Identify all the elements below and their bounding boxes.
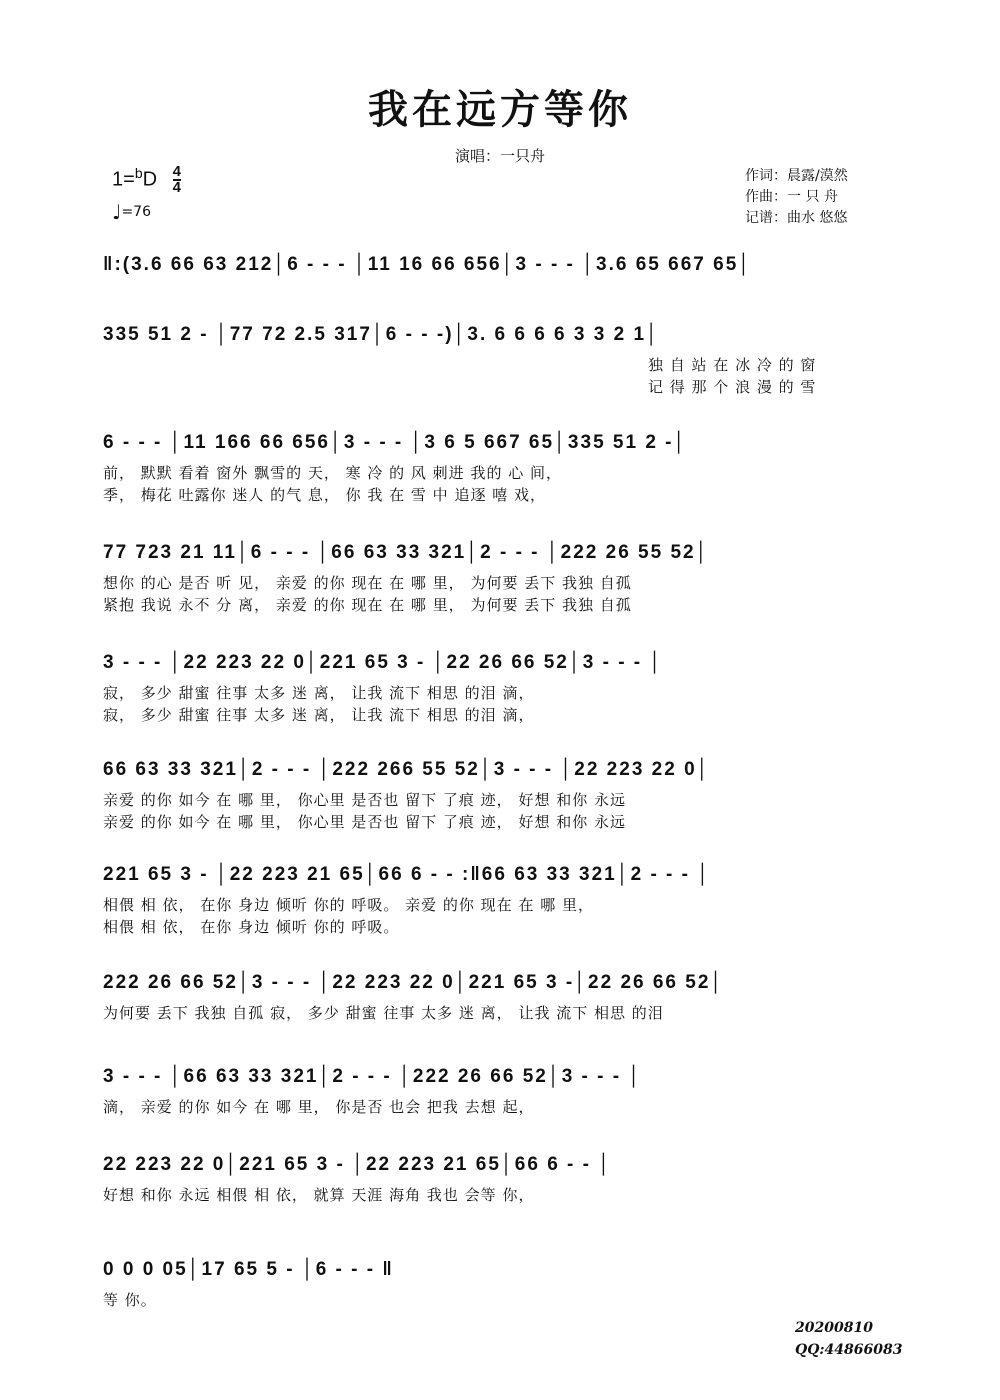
lyric-line: 滴， 亲爱 的你 如今 在 哪 里， 你是否 也会 把我 去想 起， bbox=[103, 1098, 535, 1116]
lyric-line: 前， 默默 看着 窗外 飘雪的 天， 寒 冷 的 风 刺进 我的 心 间， bbox=[103, 464, 562, 482]
quarter-note-icon: ♩ bbox=[112, 200, 122, 224]
song-title: 我在远方等你 bbox=[368, 86, 632, 133]
notation-line: ‖:(3.6 66 63 212│6 - - - │11 16 66 656│3 - - - │3.6 65 667 65│ bbox=[103, 254, 753, 275]
notation-line: 222 26 66 52│3 - - - │22 223 22 0│221 65 3 -│22 26 66 52│ bbox=[103, 972, 725, 993]
lyric-line: 亲爱 的你 如今 在 哪 里， 你心里 是否也 留下 了痕 迹， 好想 和你 永远 bbox=[103, 813, 626, 831]
time-denominator: 4 bbox=[172, 179, 181, 197]
lyric-line: 寂， 多少 甜蜜 往事 太多 迷 离， 让我 流下 相思 的泪 滴， bbox=[103, 706, 535, 724]
notation-line: 77 723 21 11│6 - - - │66 63 33 321│2 - - - │222 26 55 52│ bbox=[103, 542, 710, 563]
contact-qq: QQ:44866083 bbox=[795, 1342, 903, 1358]
lyric-line: 季， 梅花 吐露你 迷人 的气 息， 你 我 在 雪 中 追逐 嘻 戏， bbox=[103, 486, 546, 504]
lyricist-credit: 作词：晨露/漠然 bbox=[745, 168, 848, 184]
time-numerator: 4 bbox=[172, 163, 181, 181]
singer-credit: 演唱：一只舟 bbox=[454, 147, 545, 165]
lyric-line: 想你 的心 是否 听 见， 亲爱 的你 现在 在 哪 里， 为何要 丢下 我独 自孤 bbox=[103, 574, 632, 592]
notation-line: 0 0 0 05│17 65 5 - │6 - - - ‖ bbox=[103, 1259, 394, 1280]
notation-line: 66 63 33 321│2 - - - │222 266 55 52│3 - - - │22 223 22 0│ bbox=[103, 759, 711, 780]
tempo-value: =76 bbox=[121, 204, 151, 220]
key-flat: b bbox=[134, 165, 143, 181]
score-date: 20200810 bbox=[795, 1320, 873, 1336]
lyric-line: 好想 和你 永远 相偎 相 依， 就算 天涯 海角 我也 会等 你， bbox=[103, 1186, 535, 1204]
credits-block bbox=[745, 166, 848, 229]
time-signature bbox=[173, 165, 181, 195]
lyric-line: 相偎 相 依， 在你 身边 倾听 你的 呼吸。 亲爱 的你 现在 在 哪 里， bbox=[103, 896, 594, 914]
key-prefix: 1= bbox=[112, 168, 135, 191]
composer-credit: 作曲：一 只 舟 bbox=[745, 189, 838, 205]
lyric-line: 独 自 站 在 冰 冷 的 窗 bbox=[648, 356, 817, 374]
lyric-line: 亲爱 的你 如今 在 哪 里， 你心里 是否也 留下 了痕 迹， 好想 和你 永远 bbox=[103, 791, 626, 809]
lyric-line: 相偎 相 依， 在你 身边 倾听 你的 呼吸。 bbox=[103, 918, 400, 936]
notation-line: 221 65 3 - │22 223 21 65│66 6 - - :‖66 63 33 321│2 - - - │ bbox=[103, 864, 712, 885]
lyric-line: 记 得 那 个 浪 漫 的 雪 bbox=[648, 378, 817, 396]
notation-line: 6 - - - │11 166 66 656│3 - - - │3 6 5 667 65│335 51 2 -│ bbox=[103, 432, 688, 453]
notation-line: 3 - - - │66 63 33 321│2 - - - │222 26 66 52│3 - - - │ bbox=[103, 1066, 643, 1087]
key-note: D bbox=[142, 168, 158, 191]
notation-credit: 记谱：曲水 悠悠 bbox=[745, 210, 848, 226]
key-signature bbox=[112, 165, 181, 195]
tempo-marking bbox=[112, 200, 151, 224]
notation-line: 335 51 2 - │77 72 2.5 317│6 - - -)│3. 6 6 6 6 3 3 2 1│ bbox=[103, 324, 660, 345]
lyric-line: 为何要 丢下 我独 自孤 寂， 多少 甜蜜 往事 太多 迷 离， 让我 流下 相思 的泪 bbox=[103, 1004, 664, 1022]
lyric-line: 等 你。 bbox=[103, 1291, 157, 1309]
notation-line: 3 - - - │22 223 22 0│221 65 3 - │22 26 66 52│3 - - - │ bbox=[103, 652, 664, 673]
lyric-line: 寂， 多少 甜蜜 往事 太多 迷 离， 让我 流下 相思 的泪 滴， bbox=[103, 684, 535, 702]
lyric-line: 紧抱 我说 永不 分 离， 亲爱 的你 现在 在 哪 里， 为何要 丢下 我独 自孤 bbox=[103, 596, 632, 614]
notation-line: 22 223 22 0│221 65 3 - │22 223 21 65│66 6 - - │ bbox=[103, 1154, 613, 1175]
